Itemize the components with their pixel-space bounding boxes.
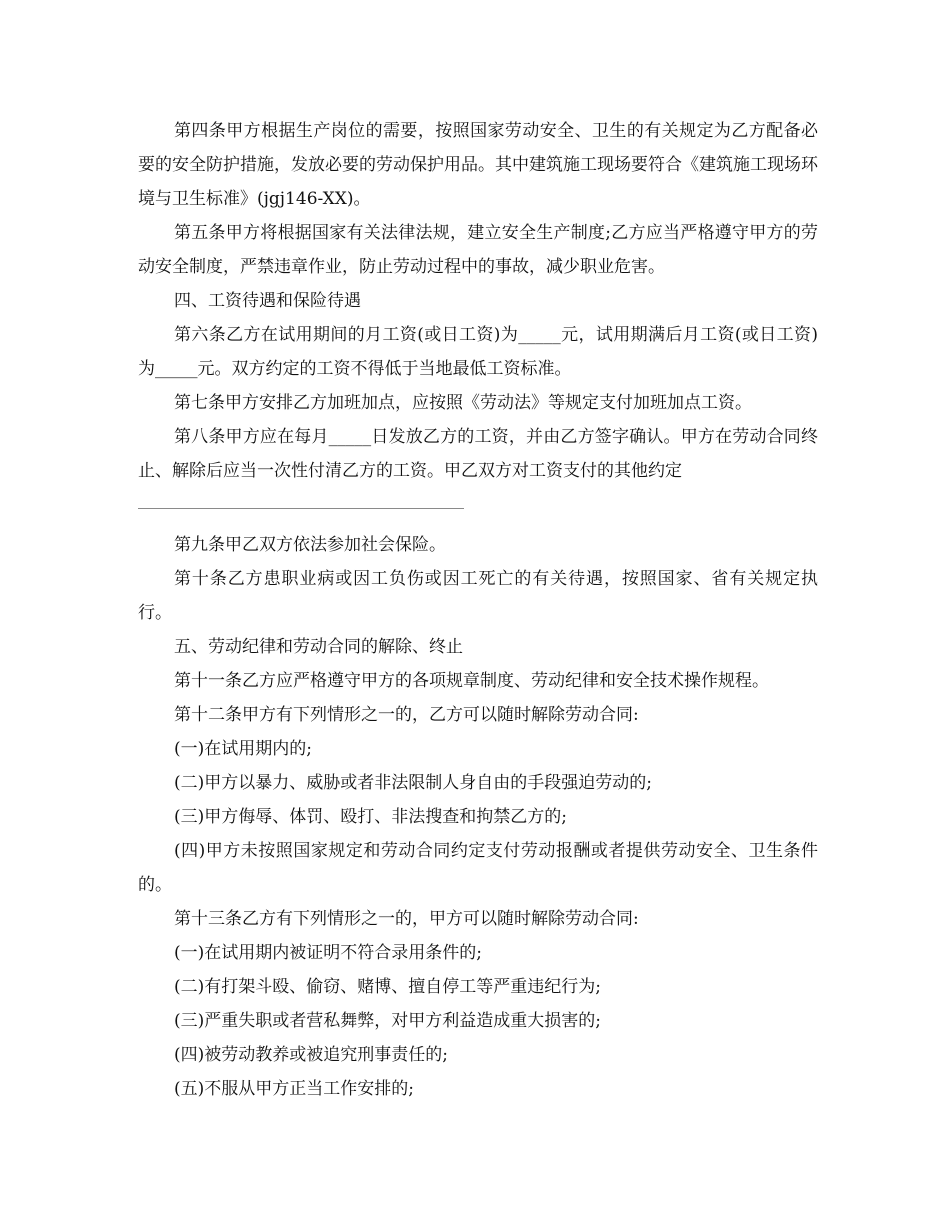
- fill-in-blank-line: [138, 488, 818, 528]
- article-13-item-3: (三)严重失职或者营私舞弊，对甲方利益造成重大损害的;: [174, 1011, 601, 1031]
- article-12-item-1: (一)在试用期内的;: [174, 739, 312, 759]
- article-11-paragraph: 第十一条乙方应严格遵守甲方的各项规章制度、劳动纪律和安全技术操作规程。: [174, 671, 769, 691]
- article-9-paragraph: 第九条甲乙双方依法参加社会保险。: [174, 535, 446, 555]
- article-13-item-4: (四)被劳动教养或被追究刑事责任的;: [174, 1045, 448, 1065]
- blank-underline: [138, 508, 464, 509]
- article-6-paragraph: 第六条乙方在试用期间的月工资(或日工资)为_____元，试用期满后月工资(或日工资)为_____元。双方约定的工资不得低于当地最低工资标准。: [138, 325, 818, 379]
- article-13-paragraph: 第十三条乙方有下列情形之一的，甲方可以随时解除劳动合同:: [174, 909, 639, 929]
- section-5-heading: 五、劳动纪律和劳动合同的解除、终止: [174, 637, 463, 657]
- document-body: [138, 114, 818, 1106]
- article-13-item-5: (五)不服从甲方正当工作安排的;: [174, 1079, 414, 1099]
- article-12-item-3: (三)甲方侮辱、体罚、殴打、非法搜查和拘禁乙方的;: [174, 807, 567, 827]
- article-12-item-4: (四)甲方未按照国家规定和劳动合同约定支付劳动报酬或者提供劳动安全、卫生条件的。: [138, 841, 818, 895]
- article-7-paragraph: 第七条甲方安排乙方加班加点，应按照《劳动法》等规定支付加班加点工资。: [174, 393, 752, 413]
- article-8-paragraph: 第八条甲方应在每月_____日发放乙方的工资，并由乙方签字确认。甲方在劳动合同终止、解除后应当一次性付清乙方的工资。甲乙双方对工资支付的其他约定: [138, 427, 818, 481]
- article-5-paragraph: 第五条甲方将根据国家有关法律法规，建立安全生产制度;乙方应当严格遵守甲方的劳动安全制度，严禁违章作业，防止劳动过程中的事故，减少职业危害。: [138, 223, 818, 277]
- article-10-paragraph: 第十条乙方患职业病或因工负伤或因工死亡的有关待遇，按照国家、省有关规定执行。: [138, 569, 818, 623]
- section-4-heading: 四、工资待遇和保险待遇: [174, 291, 361, 311]
- article-12-item-2: (二)甲方以暴力、威胁或者非法限制人身自由的手段强迫劳动的;: [174, 773, 652, 793]
- article-13-item-2: (二)有打架斗殴、偷窃、赌博、擅自停工等严重违纪行为;: [174, 977, 601, 997]
- article-4-paragraph: 第四条甲方根据生产岗位的需要，按照国家劳动安全、卫生的有关规定为乙方配备必要的安全防护措施，发放必要的劳动保护用品。其中建筑施工现场要符合《建筑施工现场环境与卫生标准》(jgj146-XX)。: [138, 121, 818, 209]
- article-13-item-1: (一)在试用期内被证明不符合录用条件的;: [174, 943, 482, 963]
- article-12-paragraph: 第十二条甲方有下列情形之一的，乙方可以随时解除劳动合同:: [174, 705, 639, 725]
